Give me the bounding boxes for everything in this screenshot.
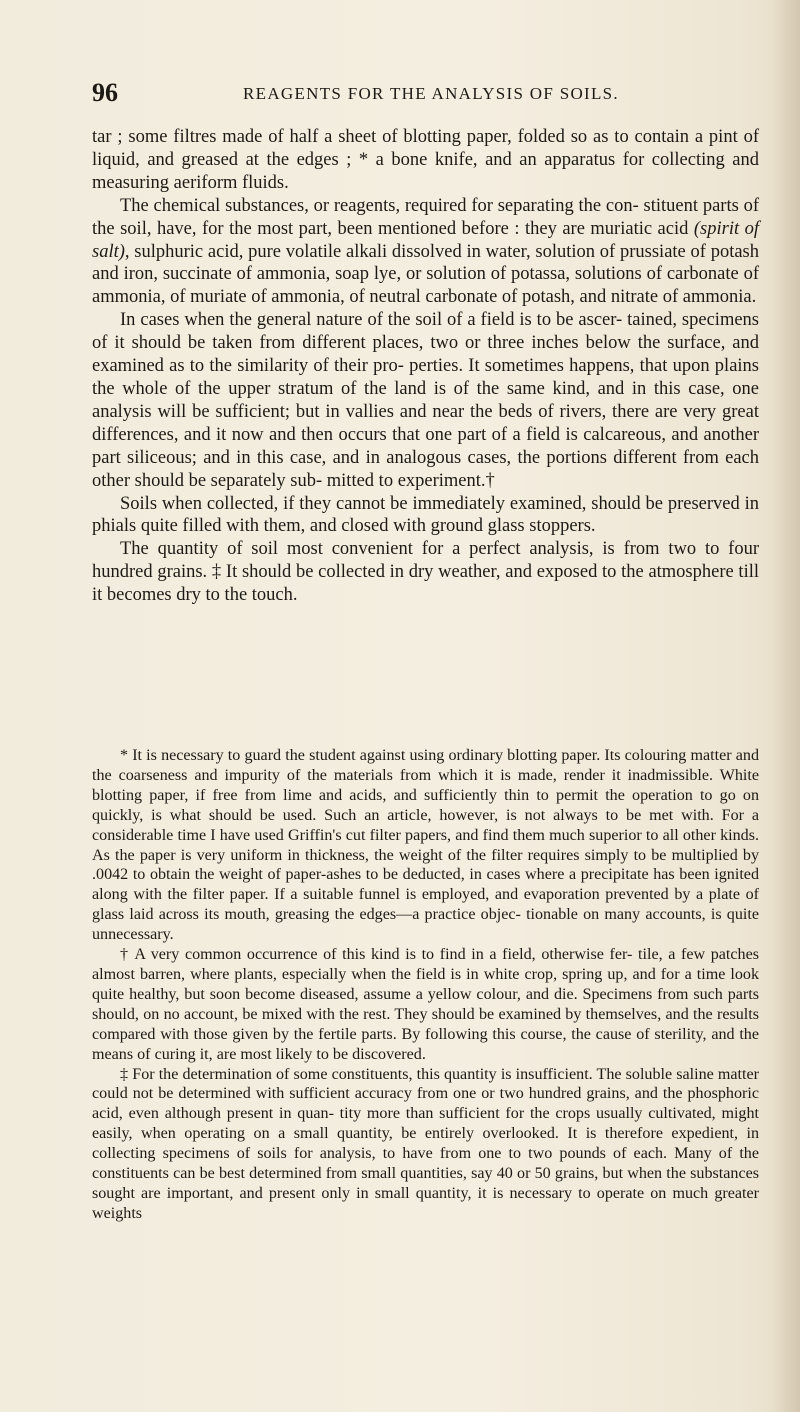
paragraph-2-italic: (spirit of salt) xyxy=(92,218,759,262)
page-edge-shadow xyxy=(772,0,800,1412)
footnotes xyxy=(92,746,759,1224)
paragraph-5: The quantity of soil most convenient for a perfect analysis, is from two to four hundred grains. ‡ It should be collected in dry weather, and exposed to the atmosphere till it becomes dry to the touch. xyxy=(92,539,759,606)
running-head: REAGENTS FOR THE ANALYSIS OF SOILS. xyxy=(243,84,619,103)
paragraph-2-start: The chemical substances, or reagents, required for separating the con- stituent parts of the soil, have, for the most part, been mentioned before : they are muriatic acid xyxy=(92,195,759,239)
footnote-3: ‡ For the determination of some constituents, this quantity is insufficient. The soluble saline matter could not be determined with sufficient accuracy from one or two hundred grains, and the phosphoric acid, even although present in quan- tity more than sufficient for the crops usually cultivated, might easily, when operating on a small quantity, be entirely overlooked. It is therefore expedient, in collecting specimens of soils for analysis, to have from one to two pounds of each. Many of the constituents can be best determined from small quantities, say 40 or 50 grains, but when the substances sought are important, and present only in small quantity, it is necessary to operate on much greater weights xyxy=(92,1065,759,1222)
footnote-2: † A very common occurrence of this kind is to find in a field, otherwise fer- tile, a few patches almost barren, where plants, especially when the field is in white crop, spring up, and for a time look quite healthy, but soon become diseased, assume a yellow colour, and die. Specimens from such parts should, on no account, be mixed with the rest. They should be examined by themselves, and the results compared with those given by the fertile parts. By following this course, the cause of sterility, and the means of curing it, are most likely to be discovered. xyxy=(92,946,759,1063)
main-text xyxy=(92,126,759,607)
paragraph-4: Soils when collected, if they cannot be immediately examined, should be preserved in phials quite filled with them, and closed with ground glass stoppers. xyxy=(92,493,759,537)
paragraph-2-end: , sulphuric acid, pure volatile alkali dissolved in water, solution of prussiate of potash and iron, succinate of ammonia, soap lye, or solution of potassa, solutions of carbonate of ammonia, of muriate of ammonia, of neutral carbonate of potash, and nitrate of ammonia. xyxy=(92,241,759,308)
paragraph-3: In cases when the general nature of the soil of a field is to be ascer- tained, specimens of it should be taken from different places, two or three inches below the surface, and examined as to the similarity of their pro- perties. It sometimes happens, that upon plains the whole of the upper stratum of the land is of the same kind, and in this case, one analysis will be sufficient; but in vallies and near the beds of rivers, there are very great differences, and it now and then occurs that one part of a field is calcareous, and another part siliceous; and in this case, and in analogous cases, the portions different from each other should be separately sub- mitted to experiment.† xyxy=(92,310,759,491)
paragraph-1: tar ; some filtres made of half a sheet of blotting paper, folded so as to contain a pint of liquid, and greased at the edges ; * a bone knife, and an apparatus for collecting and measuring aeriform fluids. xyxy=(92,127,759,193)
paragraph-2 xyxy=(92,195,759,310)
page-header xyxy=(92,78,732,108)
page-number: 96 xyxy=(92,78,118,107)
footnote-1: * It is necessary to guard the student against using ordinary blotting paper. Its colouring matter and the coarseness and impurity of the materials from which it is made, render it inadmissible. White blotting paper, if free from lime and acids, and sufficiently thin to permit the operation to go on quickly, is what should be used. Such an article, however, is not always to be met with. For a considerable time I have used Griffin's cut filter papers, and find them much superior to all other kinds. As the paper is very uniform in thickness, the weight of the filter requires simply to be multiplied by .0042 to obtain the weight of paper-ashes to be deducted, in cases where a precipitate has been ignited along with the filter paper. If a suitable funnel is employed, and evaporation prevented by a plate of glass laid across its mouth, greasing the edges—a practice objec- tionable on many accounts, is quite unnecessary. xyxy=(92,747,759,944)
